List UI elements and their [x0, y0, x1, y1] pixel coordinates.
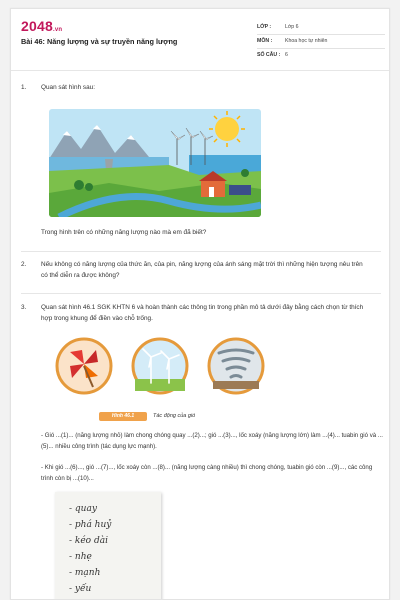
word-box-item: - nhẹ	[69, 552, 92, 562]
worksheet: 2048.vn Bài 46: Năng lượng và sự truyền năng lượng LỚP : Lớp 6 MÔN : Khoa học tự nhiên SỐ CÂU : 6 1. Quan sát hình sau: Trong hình trên có những năng lượng nào mà em đã biết? 2. Nếu không có năng lượng của thức ăn, của pin, năng lượng của ánh sáng mặt trời thì những hiện tượng nêu trên có thể diễn ra được không? 3. Quan sát hình 46.1 SGK KHTN 6 và hoàn thành các thông tin trong phần mô tả dưới đây bằng cách chọn từ thích hợp trong khung để điền vào chỗ trống. Hình 46.1 Tác động của gió - Gió ...(1)... (năng lượng nhỏ) làm chong chóng quay ...(2)...; gió ...(3)..., lốc xoáy (năng lượng lớn) làm ...(4)... tuabin gió và ...(5)... nhiều công trình (tác dụng lực mạnh). - Khi gió ...(6)..., gió ...(7)..., lốc xoáy còn ...(8)... (năng lượng càng nhiều) thì chong chóng, tuabin gió còn ...(9)..., các công trình còn bị ...(10)... - quay - phá huỷ - kéo dài - nhẹ - mạnh - yếu	[10, 8, 390, 600]
divider	[21, 251, 381, 252]
wind-turbine-icon	[131, 337, 189, 395]
word-box-item: - yếu	[69, 584, 92, 594]
word-box-item: - mạnh	[69, 568, 101, 578]
fill-blank-paragraph-2: - Khi gió ...(6)..., gió ...(7)..., lốc xoáy còn ...(8)... (năng lượng càng nhiều) thì chong chóng, tuabin gió còn ...(9)..., các công trình còn bị ...(10)...	[41, 464, 373, 482]
word-box-item: - kéo dài	[69, 536, 108, 546]
word-box-item: - quay	[69, 504, 97, 514]
word-box	[55, 492, 161, 600]
lesson-title: Bài 46: Năng lượng và sự truyền năng lượng	[21, 37, 178, 46]
energy-landscape-illustration	[49, 109, 261, 217]
lesson-meta	[257, 21, 385, 63]
pinwheel-icon	[55, 337, 113, 395]
figure-label: Hình 46.1	[99, 412, 147, 421]
meta-row-subject: MÔN : Khoa học tự nhiên	[257, 35, 385, 49]
fill-blank-paragraph-1: - Gió ...(1)... (năng lượng nhỏ) làm chong chóng quay ...(2)...; gió ...(3)..., lốc xoáy (năng lượng lớn) làm ...(4)... tuabin gió và ...(5)... nhiều công trình (tác dụng lực mạnh).	[41, 432, 383, 450]
site-logo[interactable]: 2048.vn	[21, 18, 63, 34]
wind-effect-images	[55, 337, 265, 401]
meta-row-class: LỚP : Lớp 6	[257, 21, 385, 35]
divider	[21, 293, 381, 294]
meta-row-count: SỐ CÂU : 6	[257, 52, 288, 58]
word-box-item: - phá huỷ	[69, 520, 112, 530]
tornado-icon	[207, 337, 265, 395]
question-1-prompt: Trong hình trên có những năng lượng nào mà em đã biết?	[41, 229, 207, 236]
worksheet-header	[11, 9, 390, 71]
figure-caption-text: Tác động của gió	[153, 413, 196, 419]
